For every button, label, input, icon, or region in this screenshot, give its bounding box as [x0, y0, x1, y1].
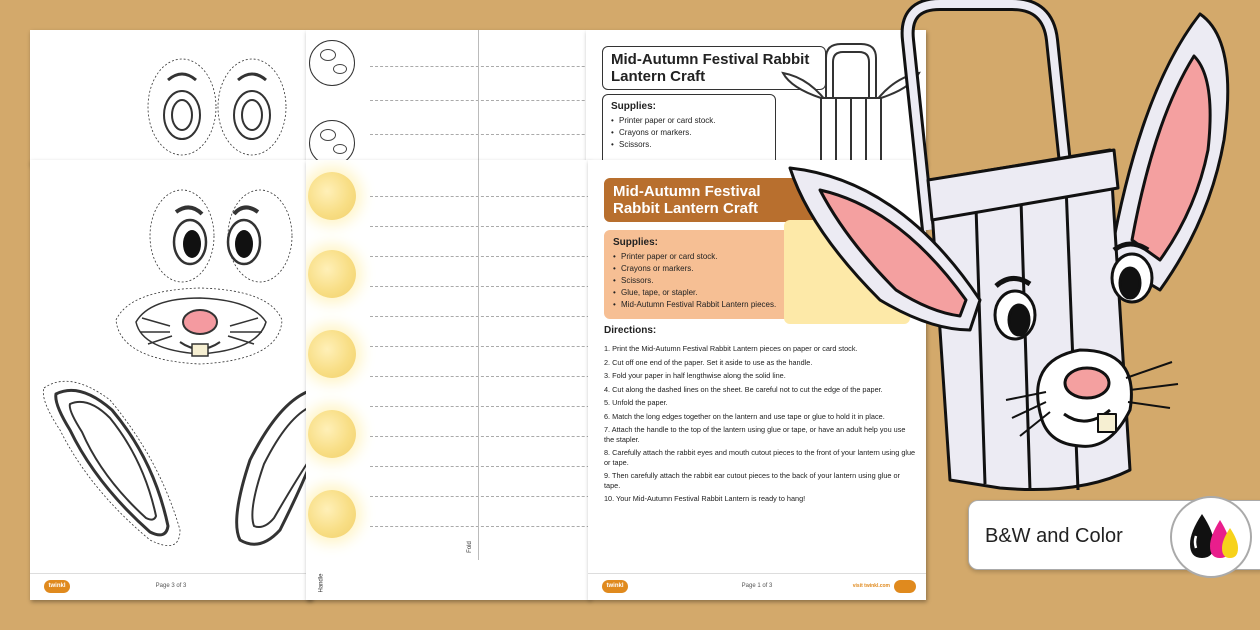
fold-line: [478, 160, 479, 560]
direction-step: 3. Fold your paper in half lengthwise along the solid line.: [604, 371, 786, 380]
badge-label: B&W and Color: [985, 525, 1123, 547]
supply-item: • Glue, tape, or stapler.: [613, 288, 781, 297]
directions-heading: Directions:: [604, 325, 657, 336]
fold-label: Fold: [466, 541, 473, 553]
cut-line: [370, 196, 590, 197]
cut-line: [370, 226, 590, 227]
twinkl-logo: twinkl: [602, 580, 628, 593]
page-number: Page 1 of 3: [741, 583, 773, 589]
moon-icon: [309, 40, 355, 86]
supply-item: • Mid-Autumn Festival Rabbit Lantern pieces.: [613, 300, 781, 309]
moon-icon: [308, 330, 356, 378]
supply-item: • Scissors.: [613, 276, 781, 285]
rabbit-cutouts-art: [30, 160, 312, 574]
handle-label: Handle: [318, 573, 325, 593]
bw-strips-sheet: [306, 30, 586, 165]
supply-item: • Crayons or markers.: [611, 128, 767, 137]
cut-line: [370, 406, 590, 407]
twinkl-logo: twinkl: [44, 580, 70, 593]
page-footer: [30, 573, 312, 600]
cut-line: [370, 346, 590, 347]
supply-item: • Printer paper or card stock.: [611, 116, 767, 125]
cut-line: [370, 496, 590, 497]
supply-item: • Printer paper or card stock.: [613, 252, 781, 261]
strips-sheet: [306, 160, 590, 600]
direction-step: 8. Carefully attach the rabbit eyes and mouth cutout pieces to the front of your lantern using glue or tape.: [604, 448, 916, 467]
direction-step: 10. Your Mid-Autumn Festival Rabbit Lantern is ready to hang!: [604, 494, 806, 503]
direction-step: 1. Print the Mid-Autumn Festival Rabbit Lantern pieces on paper or card stock.: [604, 344, 858, 353]
cut-line: [370, 526, 590, 527]
page-footer: [588, 573, 926, 600]
cut-line: [370, 436, 590, 437]
site-link: visit twinkl.com: [852, 583, 890, 589]
direction-step: 5. Unfold the paper.: [604, 398, 668, 407]
cut-line: [370, 376, 590, 377]
supply-item: • Scissors.: [611, 140, 767, 149]
supplies-box: [602, 94, 776, 165]
rabbit-lantern-illustration: [780, 0, 1260, 500]
twinkl-logo-small: [894, 580, 916, 593]
supplies-heading: Supplies:: [613, 237, 659, 248]
direction-step: 7. Attach the handle to the top of the lantern using glue or tape, or have an adult help you use the stapler.: [604, 425, 906, 444]
direction-step: 9. Then carefully attach the rabbit ear cutout pieces to the back of your lantern using glue or tape.: [604, 471, 900, 490]
cut-line: [370, 466, 590, 467]
supplies-heading: Supplies:: [611, 101, 657, 112]
direction-step: 2. Cut off one end of the paper. Set it aside to use as the handle.: [604, 357, 813, 367]
page-number: Page 3 of 3: [155, 583, 187, 589]
moon-icon: [308, 490, 356, 538]
craft-title: Mid-Autumn Festival Rabbit Lantern Craft: [602, 46, 826, 90]
moon-icon: [308, 410, 356, 458]
moon-icon: [308, 172, 356, 220]
moon-icon: [308, 250, 356, 298]
bw-cutouts-sheet: [30, 30, 306, 165]
direction-step: 4. Cut along the dashed lines on the sheet. Be careful not to cut the edge of the paper.: [604, 384, 883, 394]
fold-line: [478, 30, 479, 165]
supply-item: • Crayons or markers.: [613, 264, 781, 273]
craft-title-color: Mid-Autumn Festival Rabbit Lantern Craft: [604, 178, 818, 222]
cut-line: [370, 316, 590, 317]
cut-line: [370, 286, 590, 287]
ink-drops-icon: [1170, 496, 1252, 578]
cutouts-sheet: [30, 160, 312, 600]
bw-eyes-art: [30, 30, 306, 165]
direction-step: 6. Match the long edges together on the lantern and use tape or glue to hold it in place.: [604, 411, 885, 421]
moon-icon: [309, 120, 355, 165]
supplies-box-color: [604, 230, 790, 319]
cut-line: [370, 256, 590, 257]
